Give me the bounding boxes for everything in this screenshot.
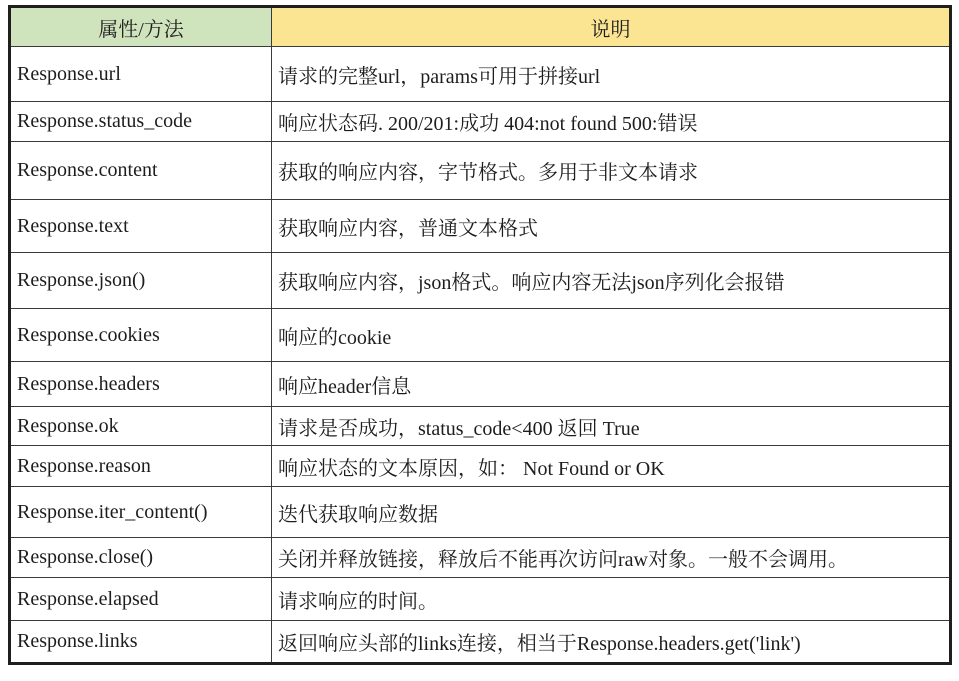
table-row (10, 47, 951, 102)
table-row (10, 578, 951, 621)
attr-cell: Response.ok (10, 407, 272, 446)
table-row (10, 621, 951, 664)
attr-cell: Response.cookies (10, 309, 272, 362)
desc-cell: 获取的响应内容，字节格式。多用于非文本请求 (272, 142, 951, 200)
table-row (10, 362, 951, 407)
attr-cell: Response.links (10, 621, 272, 664)
attr-cell: Response.headers (10, 362, 272, 407)
response-attributes-table (8, 5, 952, 665)
table-row (10, 102, 951, 142)
desc-cell: 请求是否成功，status_code<400 返回 True (272, 407, 951, 446)
attr-cell: Response.json() (10, 253, 272, 309)
desc-cell: 响应状态码. 200/201:成功 404:not found 500:错误 (272, 102, 951, 142)
table-row (10, 309, 951, 362)
header-row (10, 7, 951, 47)
desc-cell: 获取响应内容，json格式。响应内容无法json序列化会报错 (272, 253, 951, 309)
table-row (10, 446, 951, 487)
table-row (10, 200, 951, 253)
attr-cell: Response.close() (10, 538, 272, 578)
table-row (10, 407, 951, 446)
desc-cell: 返回响应头部的links连接，相当于Response.headers.get('link') (272, 621, 951, 664)
attr-cell: Response.status_code (10, 102, 272, 142)
attr-column-header: 属性/方法 (10, 7, 272, 47)
attr-cell: Response.iter_content() (10, 487, 272, 538)
attr-cell: Response.content (10, 142, 272, 200)
table-row (10, 253, 951, 309)
attr-cell: Response.url (10, 47, 272, 102)
desc-cell: 请求的完整url，params可用于拼接url (272, 47, 951, 102)
desc-cell: 响应的cookie (272, 309, 951, 362)
table-row (10, 538, 951, 578)
desc-cell: 迭代获取响应数据 (272, 487, 951, 538)
attr-cell: Response.text (10, 200, 272, 253)
desc-cell: 响应状态的文本原因，如： Not Found or OK (272, 446, 951, 487)
attr-cell: Response.reason (10, 446, 272, 487)
desc-cell: 获取响应内容，普通文本格式 (272, 200, 951, 253)
table-row (10, 487, 951, 538)
desc-column-header: 说明 (272, 7, 951, 47)
desc-cell: 请求响应的时间。 (272, 578, 951, 621)
desc-cell: 响应header信息 (272, 362, 951, 407)
attr-cell: Response.elapsed (10, 578, 272, 621)
desc-cell: 关闭并释放链接，释放后不能再次访问raw对象。一般不会调用。 (272, 538, 951, 578)
table-row (10, 142, 951, 200)
